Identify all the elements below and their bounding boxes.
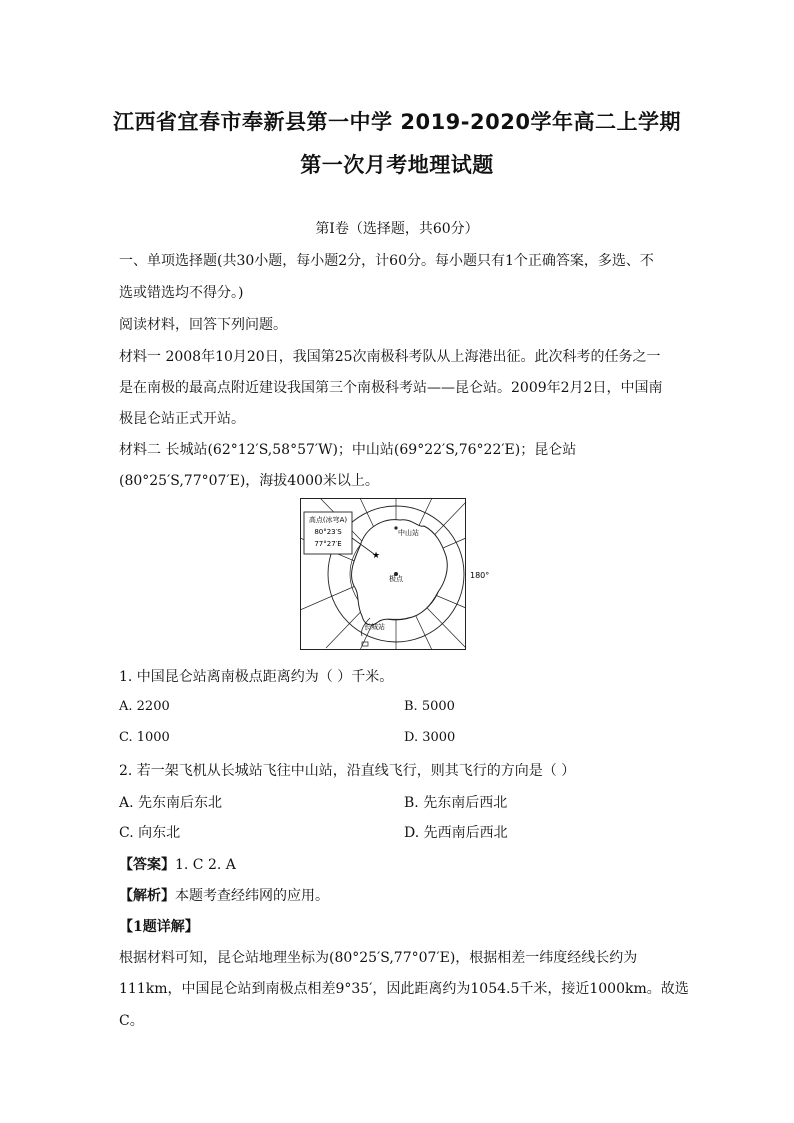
material1-line3: 极昆仑站正式开站。 — [119, 411, 245, 427]
material1-line1: 材料一 2008年10月20日，我国第25次南极科考队从上海港出征。此次科考的任务之一 — [119, 349, 661, 365]
document-title-line2: 第一次月考地理试题 — [300, 153, 494, 177]
q1-option-b: B. 5000 — [404, 699, 455, 714]
answer-line — [119, 854, 236, 874]
fig-zhongshan-label: 中山站 — [398, 529, 419, 537]
read-prompt: 阅读材料，回答下列问题。 — [119, 317, 287, 333]
fig-pole-label: 极点 — [389, 575, 403, 583]
document-title-line1: 江西省宜春市奉新县第一中学 2019-2020学年高二上学期 — [113, 110, 681, 134]
fig-greatwall-label: 长城站 — [364, 623, 385, 631]
answer-label: 【答案】 — [119, 857, 175, 873]
fig-box-line1: 高点(冰穹A) — [308, 516, 348, 524]
analysis-line — [119, 885, 329, 905]
detail-line1: 根据材料可知，昆仑站地理坐标为(80°25′S,77°07′E)，根据相差一纬度经线长约为 — [119, 950, 638, 966]
material1-line2: 是在南极的最高点附近建设我国第三个南极科考站——昆仑站。2009年2月2日，中国南 — [119, 380, 663, 396]
q2-option-b: B. 先东南后西北 — [404, 795, 508, 811]
material2-line2: (80°25′S,77°07′E)，海拔4000米以上。 — [119, 473, 379, 489]
fig-box-line3: 77°27′E — [314, 540, 342, 548]
analysis-label: 【解析】 — [119, 888, 175, 904]
analysis-text: 本题考查经纬网的应用。 — [175, 888, 329, 904]
answer-text: 1. C 2. A — [175, 857, 236, 873]
detail-line2: 111km，中国昆仑站到南极点相差9°35′，因此距离约为1054.5千米，接近1000km。故选 — [119, 981, 689, 997]
antarctica-map-figure — [300, 498, 490, 650]
q1-option-d: D. 3000 — [404, 730, 456, 745]
instruction-line2: 选或错选均不得分。) — [119, 285, 244, 301]
detail-line3: C。 — [119, 1013, 144, 1029]
q1-option-c: C. 1000 — [119, 730, 170, 745]
fig-lon-label: 180° — [470, 571, 490, 580]
instruction-line1: 一、单项选择题(共30小题，每小题2分，计60分。每小题只有1个正确答案，多选、不 — [119, 253, 654, 269]
q2-option-c: C. 向东北 — [119, 825, 181, 841]
q2-option-a: A. 先东南后东北 — [119, 795, 223, 811]
q2-stem: 2. 若一架飞机从长城站飞往中山站，沿直线飞行，则其飞行的方向是（ ） — [119, 763, 576, 779]
fig-box-line2: 80°23′S — [314, 528, 342, 536]
q1-option-a: A. 2200 — [119, 699, 170, 714]
material2-line1: 材料二 长城站(62°12′S,58°57′W)；中山站(69°22′S,76°22′E)；昆仑站 — [119, 442, 577, 458]
section-heading: 第Ⅰ卷（选择题，共60分） — [315, 221, 479, 237]
q1-stem: 1. 中国昆仑站离南极点距离约为（ ）千米。 — [119, 669, 394, 685]
fig-star-icon: ★ — [371, 551, 381, 561]
detail-label: 【1题详解】 — [119, 919, 199, 935]
q2-option-d: D. 先西南后西北 — [404, 825, 508, 841]
